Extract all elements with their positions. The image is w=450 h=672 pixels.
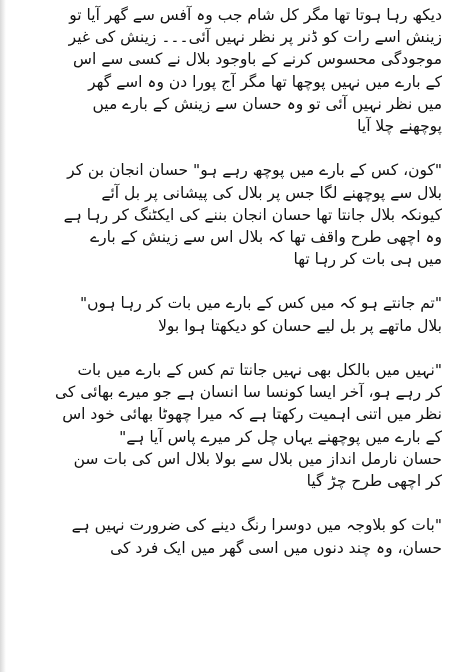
text-line: کے بارے میں پوچھنے یہاں چل کر میرے پاس آیا ہے" xyxy=(119,427,442,446)
text-line: میں نظر نہیں آئی تو وہ حسان سے زینش کے بارے میں xyxy=(92,94,442,113)
text-line: کر رہے ہو، آخر ایسا کونسا سا انسان ہے جو میرے بھائی کی xyxy=(54,383,442,402)
text-line: "نہیں میں بالکل بھی نہیں جانتا تم کس کے بارے میں بات xyxy=(77,361,442,379)
text-line: دیکھ رہا ہوتا تھا مگر کل شام جب وہ آفس سے گھر آیا تو xyxy=(69,6,442,24)
paragraph-4 xyxy=(8,359,442,492)
text-line: بلال سے پوچھنے لگا جس پر بلال کی پیشانی پر بل آئے xyxy=(101,183,442,202)
text-line: کے بارے میں نہیں پوچھا تھا مگر آج پورا دن وہ اسے گھر xyxy=(88,72,442,91)
paragraph-5 xyxy=(8,514,442,558)
text-line: کر اچھی طرح چڑ گیا xyxy=(306,471,442,490)
text-line: بلال ماتھے پر بل لیے حسان کو دیکھتا ہوا بولا xyxy=(158,316,442,335)
text-line: حسان، وہ چند دنوں میں اسی گھر میں ایک فرد کی xyxy=(110,538,442,557)
paragraph-1 xyxy=(8,4,442,137)
paragraph-gap xyxy=(8,492,442,514)
page-edge-shadow xyxy=(0,0,6,672)
text-line: نظر میں اتنی اہمیت رکھتا ہے کہ میرا چھوٹا بھائی خود اس xyxy=(62,405,442,424)
text-line: "کون، کس کے بارے میں پوچھ رہے ہو" حسان انجان بن کر xyxy=(67,161,442,180)
text-line: زینش اسے رات کو ڈنر پر نظر نہیں آئی۔۔۔ زینش کی غیر xyxy=(68,28,442,47)
text-line: پوچھنے چلا آیا xyxy=(357,116,442,135)
text-line: وہ اچھی طرح واقف تھا کہ بلال اس سے زینش کے بارے xyxy=(90,227,442,246)
text-line: میں ہی بات کر رہا تھا xyxy=(293,250,442,269)
urdu-text-body xyxy=(8,4,442,559)
text-line: حسان نارمل انداز میں بلال سے بولا بلال اس کی بات سن xyxy=(73,449,442,468)
paragraph-gap xyxy=(8,270,442,292)
paragraph-gap xyxy=(8,137,442,159)
text-line: "بات کو بلاوجہ میں دوسرا رنگ دینے کی ضرورت نہیں ہے xyxy=(71,516,442,535)
paragraph-gap xyxy=(8,337,442,359)
text-line: "تم جانتے ہو کہ میں کس کے بارے میں بات کر رہا ہوں" xyxy=(79,294,442,313)
paragraph-3 xyxy=(8,292,442,336)
text-line: موجودگی محسوس کرنے کے باوجود بلال نے کسی سے اس xyxy=(73,50,442,69)
paragraph-2 xyxy=(8,159,442,270)
text-line: کیونکہ بلال جانتا تھا حسان انجان بننے کی ایکٹنگ کر رہا ہے xyxy=(63,205,442,224)
